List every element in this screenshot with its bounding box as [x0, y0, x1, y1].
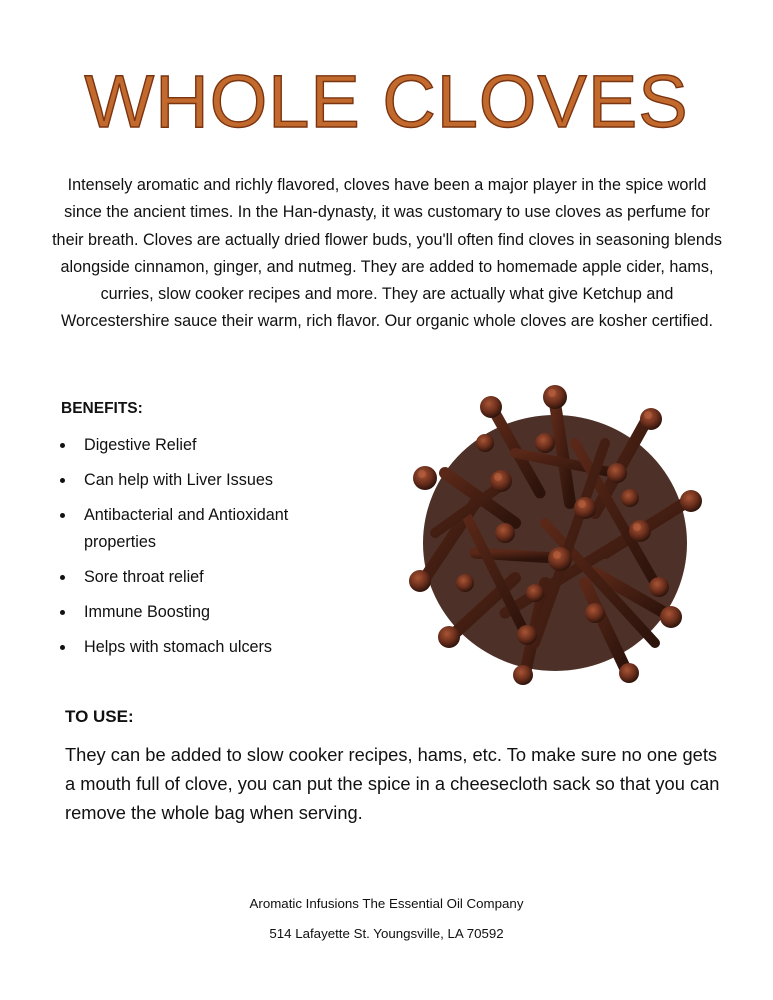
- benefit-label: Helps with stomach ulcers: [84, 638, 273, 656]
- benefit-label: Antibacterial and Antioxidant properties: [84, 506, 289, 551]
- list-item: [60, 502, 334, 556]
- benefit-label: Can help with Liver Issues: [84, 471, 273, 489]
- page-title: WHOLE CLOVES: [84, 60, 689, 143]
- list-item: [60, 564, 360, 591]
- benefit-label: Sore throat relief: [84, 568, 204, 586]
- intro-paragraph: Intensely aromatic and richly flavored, cloves have been a major player in the spice world since the ancient times. In the Han-dynasty, it was customary to use cloves as perfume for their breath. Cloves are actually dried flower buds, you'll often find cloves in seasoning blends alongside cinnamon, ginger, and nutmeg. They are added to homemade apple cider, hams, curries, slow cooker recipes and more. They are actually what give Ketchup and Worcestershire sauce their warm, rich flavor. Our organic whole cloves are kosher certified.: [52, 176, 722, 331]
- bullet-icon: [60, 513, 65, 518]
- bullet-icon: [60, 478, 65, 483]
- benefit-label: Digestive Relief: [84, 436, 197, 454]
- to-use-paragraph: They can be added to slow cooker recipes, hams, etc. To make sure no one gets a mouth full of clove, you can put the spice in a cheesecloth sack so that you can remove the whole bag when serving.: [65, 744, 720, 823]
- to-use-heading: TO USE:: [65, 707, 134, 726]
- footer-company: Aromatic Infusions The Essential Oil Company: [249, 896, 524, 911]
- benefits-list: [60, 432, 360, 669]
- footer-address: 514 Lafayette St. Youngsville, LA 70592: [269, 926, 504, 941]
- whole-cloves-pile-image: [405, 383, 705, 688]
- benefits-heading: BENEFITS:: [61, 400, 143, 417]
- list-item: [60, 467, 360, 494]
- bullet-icon: [60, 610, 65, 615]
- bullet-icon: [60, 443, 65, 448]
- benefit-label: Immune Boosting: [84, 603, 210, 621]
- list-item: [60, 432, 360, 459]
- bullet-icon: [60, 575, 65, 580]
- list-item: [60, 599, 360, 626]
- bullet-icon: [60, 645, 65, 650]
- list-item: [60, 634, 360, 661]
